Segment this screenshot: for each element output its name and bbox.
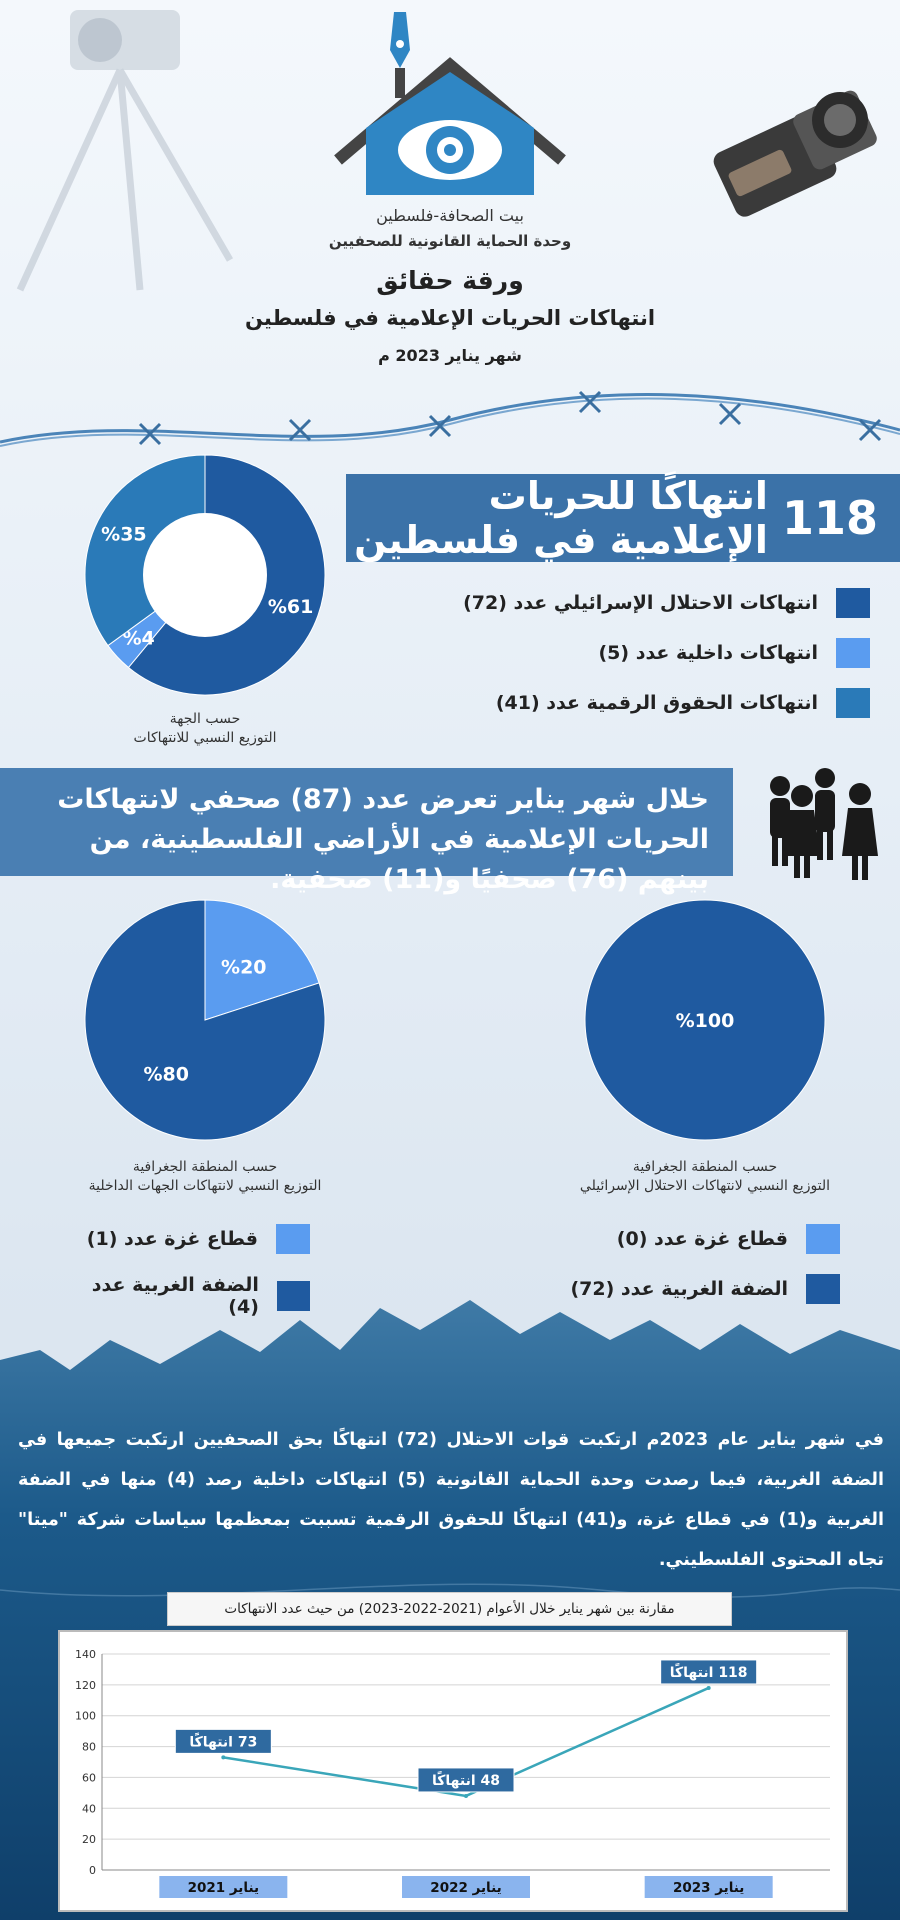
period: شهر يناير 2023 م — [378, 346, 522, 365]
legend-label-occupation: انتهاكات الاحتلال الإسرائيلي عدد (72) — [463, 592, 818, 614]
donut-caption — [80, 710, 330, 748]
data-label-1: 48 انتهاكًا — [431, 1772, 501, 1789]
total-violations-banner — [346, 474, 900, 562]
pie-left-label-gaza: قطاع غزة عدد (1) — [86, 1228, 258, 1250]
x-tick-0: يناير 2021 — [187, 1880, 260, 1896]
pie-left-caption — [40, 1158, 370, 1196]
pie-right-caption-line2: التوزيع النسبي لانتهاكات الاحتلال الإسرائيلي — [579, 1178, 831, 1194]
pie-left-swatch-gaza — [276, 1224, 310, 1254]
donut-label-2: %35 — [101, 523, 147, 546]
pie-left-label-westbank: الضفة الغربية عدد (4) — [91, 1274, 259, 1318]
pie-chart-internal-by-region — [80, 895, 330, 1145]
doc-title: انتهاكات الحريات الإعلامية في فلسطين — [244, 306, 656, 330]
summary-paragraph: في شهر يناير عام 2023م ارتكبت قوات الاحتلال (72) انتهاكًا بحق الصحفيين ارتكبت جميعها في الضفة الغربية، فيما رصدت وحدة الحماية القانونية (5) انتهاكات داخلية رصد (4) منها في الضفة الغربية و(1) في قطاع غزة، و(41) انتهاكًا للحقوق الرقمية تسببت بمعظمها سياسات شركة "ميتا" تجاه المحتوى الفلسطيني. — [18, 1430, 884, 1570]
pie-right-caption-line1: حسب المنطقة الجغرافية — [632, 1159, 778, 1175]
pie-right-caption — [540, 1158, 870, 1196]
tripod-illustration — [0, 0, 250, 300]
pie-chart-occupation-by-region — [580, 895, 830, 1145]
line-chart-yearly-comparison — [60, 1632, 846, 1910]
donut-label-1: %4 — [122, 627, 155, 650]
pie-right-label-gaza: قطاع غزة عدد (0) — [616, 1228, 788, 1250]
pie-left-label-1: %80 — [143, 1063, 189, 1086]
donut-hole — [143, 513, 267, 637]
y-tick-7: 140 — [75, 1648, 96, 1661]
line-chart-title: مقارنة بين شهر يناير خلال الأعوام (2021-2022-2023) من حيث عدد الانتهاكات — [167, 1592, 732, 1626]
donut-caption-line1: حسب الجهة — [169, 711, 241, 727]
pie-left-label-0: %20 — [221, 956, 267, 979]
legend-item-occupation — [420, 588, 870, 618]
y-tick-6: 120 — [75, 1678, 96, 1692]
y-tick-4: 80 — [82, 1740, 96, 1754]
donut-chart-by-party — [80, 450, 330, 700]
donut-legend — [420, 588, 870, 718]
legend-label-internal: انتهاكات داخلية عدد (5) — [598, 642, 818, 664]
point-0 — [221, 1755, 225, 1759]
y-tick-0: 0 — [89, 1864, 96, 1877]
pie-right-legend-gaza — [560, 1224, 840, 1254]
people-icon — [760, 764, 890, 884]
pie-right-swatch-gaza — [806, 1224, 840, 1254]
data-label-0: 73 انتهاكًا — [189, 1734, 258, 1751]
donut-label-0: %61 — [267, 595, 314, 618]
y-tick-1: 20 — [82, 1833, 96, 1847]
pie-left-legend-gaza — [60, 1224, 310, 1254]
pie-right-label-westbank: الضفة الغربية عدد (72) — [570, 1278, 788, 1300]
data-label-2: 118 انتهاكًا — [669, 1664, 748, 1681]
legend-label-digital: انتهاكات الحقوق الرقمية عدد (41) — [495, 692, 818, 714]
y-tick-3: 60 — [82, 1771, 96, 1785]
x-tick-1: يناير 2022 — [430, 1880, 502, 1896]
pie-left-caption-line2: التوزيع النسبي لانتهاكات الجهات الداخلية — [88, 1178, 322, 1194]
org-name: بيت الصحافة-فلسطين — [376, 206, 524, 225]
journalists-banner: خلال شهر يناير تعرض عدد (87) صحفي لانتهاكات الحريات الإعلامية في الأراضي الفلسطينية، من بينهم (76) صحفيًا و(11) صحفية. — [0, 768, 733, 876]
y-tick-5: 100 — [75, 1709, 96, 1723]
x-tick-2: يناير 2023 — [672, 1880, 745, 1896]
pie-left-caption-line1: حسب المنطقة الجغرافية — [132, 1159, 278, 1175]
legend-swatch-internal — [836, 638, 870, 668]
doc-type: ورقة حقائق — [376, 266, 524, 295]
total-label: انتهاكًا للحريات الإعلامية في فلسطين — [354, 474, 768, 562]
point-1 — [464, 1794, 468, 1798]
unit-name: وحدة الحماية القانونية للصحفيين — [328, 232, 572, 250]
barbed-wire-divider — [0, 380, 900, 460]
line-chart-frame — [58, 1630, 848, 1912]
y-tick-2: 40 — [82, 1802, 96, 1816]
total-count: 118 — [781, 491, 878, 545]
legend-swatch-occupation — [836, 588, 870, 618]
legend-swatch-digital — [836, 688, 870, 718]
press-house-logo — [330, 10, 570, 205]
legend-item-internal — [420, 638, 870, 668]
pie-right-label-1: %100 — [675, 1010, 735, 1032]
legend-item-digital — [420, 688, 870, 718]
point-2 — [707, 1686, 711, 1690]
donut-caption-line2: التوزيع النسبي للانتهاكات — [133, 730, 277, 746]
